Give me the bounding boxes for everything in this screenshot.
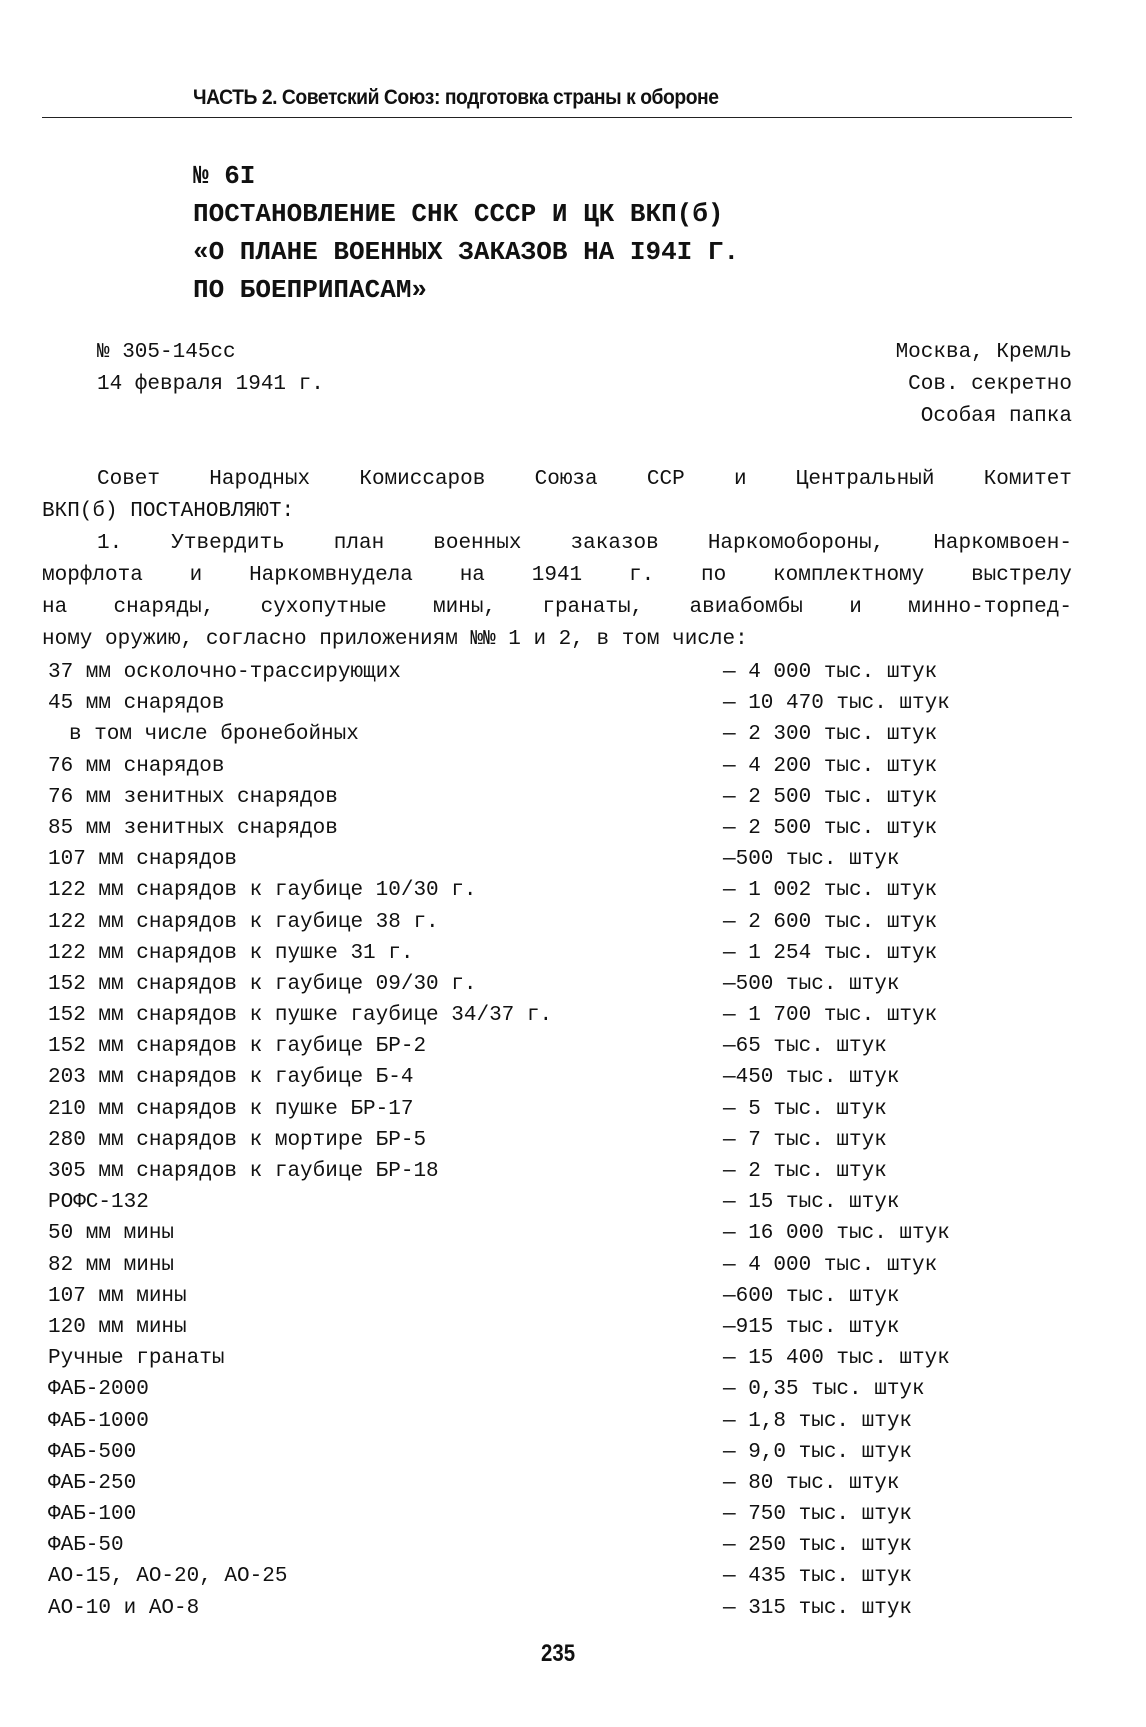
item-quantity: —915 тыс. штук (723, 1315, 900, 1339)
item-quantity: — 5 тыс. штук (723, 1097, 887, 1121)
paragraph-line: ВКП(б) ПОСТАНОВЛЯЮТ: (42, 500, 295, 523)
word: минно-торпед- (908, 596, 1072, 619)
list-item (48, 1000, 1048, 1031)
word: Наркомвнудела (249, 564, 413, 587)
item-name: 37 мм осколочно-трассирующих (48, 661, 401, 684)
list-item (48, 1437, 1048, 1468)
item-name: РОФС-132 (48, 1191, 149, 1215)
word: и (189, 564, 203, 587)
item-name: ФАБ-1000 (48, 1409, 149, 1433)
list-item (48, 1218, 1048, 1249)
list-item (48, 1312, 1048, 1343)
item-name: ФАБ-50 (48, 1534, 124, 1558)
item-quantity: — 435 тыс. штук (723, 1565, 913, 1589)
word: Совет (97, 468, 161, 491)
item-name: 76 мм зенитных снарядов (48, 785, 338, 809)
item-name: Ручные гранаты (48, 1347, 225, 1371)
item-name: 85 мм зенитных снарядов (48, 816, 338, 840)
word: Народных (209, 468, 311, 491)
item-name: 107 мм мины (48, 1284, 187, 1308)
item-quantity: —500 тыс. штук (723, 972, 900, 996)
word: ССР (646, 468, 685, 491)
word: и (849, 596, 862, 619)
clause-1-paragraph (42, 528, 1072, 656)
word: г. (628, 564, 655, 587)
list-item (48, 657, 1048, 688)
item-quantity: — 2 500 тыс. штук (723, 816, 938, 840)
list-item (48, 938, 1048, 969)
word: заказов (570, 532, 659, 555)
secrecy-stamp: Сов. секретно (908, 373, 1072, 396)
word: по (701, 564, 727, 587)
ammunition-list (48, 657, 1048, 1624)
list-item (48, 875, 1048, 906)
word: снаряды, (113, 596, 215, 619)
word: сухопутные (260, 596, 387, 619)
item-name: 152 мм снарядов к пушке гаубице 34/37 г. (48, 1004, 553, 1028)
item-quantity: —65 тыс. штук (723, 1035, 887, 1059)
item-quantity: —500 тыс. штук (723, 848, 900, 872)
list-item (48, 1530, 1048, 1561)
list-item (48, 907, 1048, 938)
word: морфлота (42, 564, 143, 587)
item-name: 152 мм снарядов к гаубице 09/30 г. (48, 972, 477, 996)
item-name: 50 мм мины (48, 1222, 175, 1246)
item-quantity: — 2 600 тыс. штук (723, 910, 938, 934)
list-item (48, 844, 1048, 875)
item-name: ФАБ-250 (48, 1471, 137, 1495)
item-name: 76 мм снарядов (48, 754, 225, 778)
word: на (42, 596, 68, 619)
item-name: 45 мм снарядов (48, 692, 225, 716)
registration-number: № 305-145сс (97, 341, 236, 364)
document-place: Москва, Кремль (895, 341, 1072, 364)
item-quantity: — 1 254 тыс. штук (723, 941, 938, 965)
item-quantity: — 1 002 тыс. штук (723, 879, 938, 903)
item-name: 203 мм снарядов к гаубице Б-4 (48, 1066, 414, 1090)
document-date: 14 февраля 1941 г. (97, 373, 324, 396)
document-title-line: ПО БОЕПРИПАСАМ» (193, 275, 428, 305)
word: Комиссаров (359, 468, 486, 491)
list-item (48, 1094, 1048, 1125)
list-item (48, 751, 1048, 782)
word: Наркомобороны, (707, 532, 885, 555)
list-item (48, 1593, 1048, 1624)
item-name: 280 мм снарядов к мортире БР-5 (48, 1128, 427, 1152)
list-item (48, 1031, 1048, 1062)
word: 1. (97, 532, 123, 555)
item-quantity: — 4 000 тыс. штук (723, 1253, 938, 1277)
item-quantity: — 2 500 тыс. штук (723, 785, 938, 809)
page-number: 235 (541, 1640, 576, 1667)
document-title-line: «О ПЛАНЕ ВОЕННЫХ ЗАКАЗОВ НА I94I Г. (193, 237, 740, 267)
list-item (48, 1499, 1048, 1530)
justified-line (42, 560, 1072, 592)
word: Союза (534, 468, 598, 491)
preamble-paragraph (42, 464, 1072, 528)
item-quantity: — 315 тыс. штук (723, 1596, 913, 1620)
list-item (48, 1156, 1048, 1187)
item-quantity: — 15 тыс. штук (723, 1191, 900, 1215)
item-name: АО-15, АО-20, АО-25 (48, 1565, 288, 1589)
word: гранаты, (542, 596, 644, 619)
item-name: ФАБ-500 (48, 1440, 137, 1464)
item-quantity: — 9,0 тыс. штук (723, 1440, 913, 1464)
item-name: 305 мм снарядов к гаубице БР-18 (48, 1160, 439, 1183)
item-quantity: — 4 200 тыс. штук (723, 754, 938, 778)
list-item (48, 1187, 1048, 1218)
list-item (48, 1062, 1048, 1093)
item-name: в том числе бронебойных (69, 723, 359, 747)
word: Комитет (983, 468, 1072, 491)
item-quantity: — 2 300 тыс. штук (723, 723, 938, 747)
document-meta-left (97, 337, 324, 401)
item-quantity: — 1,8 тыс. штук (723, 1409, 913, 1433)
word: мины, (433, 596, 497, 619)
item-name: 152 мм снарядов к гаубице БР-2 (48, 1035, 427, 1059)
item-name: 82 мм мины (48, 1253, 175, 1277)
word: на (459, 564, 485, 587)
list-item (48, 1374, 1048, 1405)
special-folder-note: Особая папка (920, 405, 1072, 428)
document-title-block (193, 157, 739, 309)
list-item (48, 1561, 1048, 1592)
word: Утвердить (171, 532, 285, 555)
item-quantity: — 15 400 тыс. штук (723, 1347, 950, 1371)
list-item (48, 969, 1048, 1000)
list-item (48, 813, 1048, 844)
paragraph-line: ному оружию, согласно приложениям №№ 1 и 2, в том числе: (42, 628, 748, 651)
list-item (48, 1343, 1048, 1374)
word: 1941 (531, 564, 583, 587)
item-quantity: — 750 тыс. штук (723, 1503, 913, 1527)
justified-line (42, 528, 1072, 560)
list-item (48, 1468, 1048, 1499)
item-name: 120 мм мины (48, 1315, 187, 1339)
item-quantity: — 2 тыс. штук (723, 1160, 887, 1183)
word: и (733, 468, 747, 491)
document-number: № 6I (193, 161, 256, 191)
item-name: 122 мм снарядов к пушке 31 г. (48, 941, 414, 965)
item-name: ФАБ-2000 (48, 1378, 149, 1402)
list-item (48, 782, 1048, 813)
word: план (333, 532, 385, 555)
item-name: ФАБ-100 (48, 1503, 137, 1527)
word: Центральный (795, 468, 935, 491)
item-quantity: — 250 тыс. штук (723, 1534, 913, 1558)
list-item (48, 688, 1048, 719)
list-item (48, 1125, 1048, 1156)
word: выстрелу (971, 564, 1072, 587)
item-quantity: —600 тыс. штук (723, 1284, 900, 1308)
list-item (48, 719, 1048, 750)
item-quantity: — 80 тыс. штук (723, 1471, 900, 1495)
item-name: АО-10 и АО-8 (48, 1596, 200, 1620)
item-quantity: — 7 тыс. штук (723, 1128, 887, 1152)
item-quantity: — 1 700 тыс. штук (723, 1004, 938, 1028)
item-quantity: —450 тыс. штук (723, 1066, 900, 1090)
document-meta-right (896, 337, 1072, 433)
item-quantity: — 0,35 тыс. штук (723, 1378, 925, 1402)
running-header: ЧАСТЬ 2. Советский Союз: подготовка страны к обороне (193, 86, 719, 109)
list-item (48, 1281, 1048, 1312)
word: комплектному (773, 564, 925, 587)
word: военных (433, 532, 522, 555)
list-item (48, 1250, 1048, 1281)
header-rule (42, 117, 1072, 118)
justified-line (42, 464, 1072, 496)
item-quantity: — 16 000 тыс. штук (723, 1222, 950, 1246)
word: авиабомбы (689, 596, 803, 619)
item-name: 122 мм снарядов к гаубице 10/30 г. (48, 879, 477, 903)
item-quantity: — 4 000 тыс. штук (723, 661, 938, 684)
justified-line (42, 592, 1072, 624)
item-name: 122 мм снарядов к гаубице 38 г. (48, 910, 439, 934)
document-title-line: ПОСТАНОВЛЕНИЕ СНК СССР И ЦК ВКП(б) (193, 199, 724, 229)
item-quantity: — 10 470 тыс. штук (723, 692, 950, 716)
word: Наркомвоен- (933, 532, 1072, 555)
item-name: 107 мм снарядов (48, 848, 238, 872)
list-item (48, 1406, 1048, 1437)
item-name: 210 мм снарядов к пушке БР-17 (48, 1097, 414, 1121)
